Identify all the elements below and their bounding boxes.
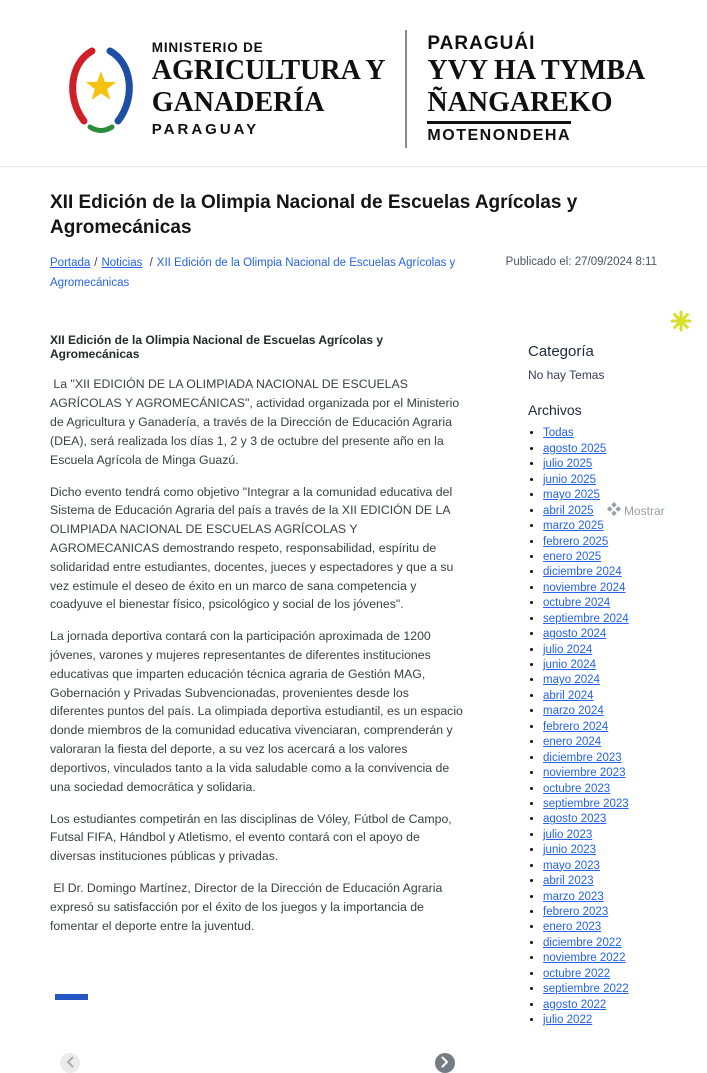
ministry-line-4: PARAGUAY [151,120,260,138]
archive-link[interactable]: diciembre 2024 [543,566,622,579]
ministry-wordmark [152,40,386,138]
archive-item [543,830,657,842]
archive-link[interactable]: julio 2025 [543,458,593,471]
archive-link[interactable]: abril 2025 [543,504,594,517]
archive-link[interactable]: marzo 2023 [543,890,604,903]
archive-item [543,876,657,888]
archive-link[interactable]: noviembre 2023 [543,767,626,780]
archive-item [543,984,657,996]
archive-item [543,799,657,811]
archive-link[interactable]: julio 2024 [543,643,593,656]
floating-widget-button[interactable] [669,310,693,334]
ministry-logo-link[interactable] [62,40,386,138]
article-paragraph: Los estudiantes competirán en las disciplinas de Vóley, Fútbol de Campo, Futsal FIFA, Hándbol y Atletismo, el evento contará con el apoyo de diversas instituciones públicas y privadas. [50,811,456,864]
carousel-next-button[interactable] [435,1053,455,1073]
archive-item [543,428,657,440]
archive-item [543,1015,657,1027]
archive-item [543,475,657,487]
category-title: Categoría [528,343,594,361]
archive-item [543,660,657,672]
archive-link[interactable]: julio 2022 [543,1014,593,1027]
archive-link[interactable]: febrero 2024 [543,720,609,733]
archive-item [543,583,657,595]
archive-item [543,552,657,564]
page-title: XII Edición de la Olimpia Nacional de Escuelas Agrícolas y Agromecánicas [50,192,578,238]
guarani-line-4: MOTENONDEHA [427,121,571,145]
archive-link[interactable]: junio 2025 [543,473,597,486]
guarani-line-1: PARAGUÁI [427,33,536,55]
archive-item [543,969,657,981]
archive-link[interactable]: enero 2023 [543,921,602,934]
archive-item [543,722,657,734]
archive-item [543,521,657,533]
archive-link[interactable]: octubre 2022 [543,967,611,980]
ministry-line-1: MINISTERIO DE [151,40,264,56]
ministry-line-2: AGRICULTURA Y [151,55,386,87]
partial-bottom-element [55,994,88,1000]
archive-item [543,907,657,919]
paraguay-coat-of-arms-icon [62,43,140,135]
article-paragraph: La "XII EDICIÓN DE LA OLIMPIADA NACIONAL DE ESCUELAS AGRÍCOLAS Y AGROMECÁNICAS", actividad organizada por el Ministerio de Agricultura y Ganadería, a través de la Dirección de Educación Agraria (DEA), será realizada los días 1, 2 y 3 de octubre del presente año en la Escuela Agrícola de Minga Guazú. [50,377,463,467]
carousel-nav [50,1053,465,1073]
archive-item [543,645,657,657]
archive-link[interactable]: agosto 2025 [543,442,607,455]
archive-link[interactable]: agosto 2023 [543,813,607,826]
article-body [50,375,465,935]
chevron-right-icon [441,1056,449,1071]
archive-item [543,614,657,626]
archive-item [543,861,657,873]
content-row [50,333,657,1073]
published-date: Publicado el: 27/09/2024 8:11 [505,256,657,269]
archive-link[interactable]: junio 2024 [543,659,597,672]
breadcrumb-separator: / [149,257,153,270]
breadcrumb-separator: / [94,257,98,270]
archive-item [543,938,657,950]
breadcrumb-link-portada[interactable]: Portada [50,257,91,270]
archive-link[interactable]: septiembre 2024 [543,612,629,625]
archive-link[interactable]: junio 2023 [543,844,597,857]
archives-title: Archivos [528,402,582,419]
archive-item [543,459,657,471]
mostrar-tooltip [606,502,669,520]
archive-item [543,567,657,579]
archive-link[interactable]: noviembre 2024 [543,581,626,594]
archive-link[interactable]: julio 2023 [543,828,593,841]
archive-link[interactable]: Todas [543,427,574,440]
archive-item [543,784,657,796]
archive-item [543,768,657,780]
archive-link[interactable]: septiembre 2023 [543,797,629,810]
logo-divider [405,30,407,148]
guarani-line-2: YVY HA TYMBA [427,55,646,87]
archive-link[interactable]: diciembre 2022 [543,936,622,949]
archive-item [543,814,657,826]
archive-item [543,845,657,857]
sidebar [528,333,657,1073]
article-paragraph: Dicho evento tendrá como objetivo "Integrar a la comunidad educativa del Sistema de Educación Agraria del país a través de la XII EDICIÓN DE LA OLIMPIADA NACIONAL DE ESCUELAS AGRÍCOLAS Y AGROMECANICAS demostrando respeto, responsabilidad, espíritu de solidaridad entre estudiantes, docentes, jueces y espectadores y que a su vez estimule el deseo de éxito en un marco de sana competencia y coadyuve el bienestar físico, psicológico y social de los jóvenes". [50,484,457,612]
archive-link[interactable]: febrero 2023 [543,906,609,919]
article [50,333,465,1073]
archive-link[interactable]: abril 2023 [543,875,594,888]
main-content [0,191,707,1073]
mostrar-icon [608,503,620,518]
mostrar-label: Mostrar [624,503,665,518]
archive-item [543,675,657,687]
category-empty-text: No hay Temas [528,368,605,383]
archive-item [543,691,657,703]
archive-link[interactable]: enero 2024 [543,736,602,749]
archive-item [543,444,657,456]
breadcrumb-link-noticias[interactable]: Noticias [101,257,143,270]
archive-link[interactable]: septiembre 2022 [543,983,629,996]
meta-row [50,254,657,293]
guarani-line-3: ÑANGAREKO [427,86,613,118]
archive-link[interactable]: enero 2025 [543,550,602,563]
article-paragraph: La jornada deportiva contará con la participación aproximada de 1200 jóvenes, varones y mujeres representantes de diferentes instituciones educativas que imparten educación técnica agraria de Gestión MAG, Gobernación y Privadas Subvencionadas, provenientes desde los diferentes puntos del país. La olimpiada deportiva estudiantil, es un espacio donde miembros de la comunidad educativa vivenciaran, comprenderán y valoraran la fiesta del deporte, a su vez los acercará a los valores deportivos, vinculados tanto a la vida saludable como a la convivencia de una sociedad democrática y solidaria. [50,629,467,794]
archive-item [543,598,657,610]
archive-item [543,892,657,904]
ministry-line-3: GANADERÍA [151,86,325,118]
archive-item [543,753,657,765]
guarani-wordmark [427,33,645,145]
archive-item [543,629,657,641]
archive-item [543,922,657,934]
archive-link[interactable]: mayo 2024 [543,674,600,687]
archive-link[interactable]: octubre 2024 [543,597,611,610]
asterisk-icon [670,320,692,335]
archive-link[interactable]: mayo 2025 [543,489,600,502]
archive-link[interactable]: mayo 2023 [543,859,600,872]
archive-link[interactable]: marzo 2025 [543,520,604,533]
breadcrumb [50,254,490,293]
archive-link[interactable]: abril 2024 [543,689,594,702]
article-heading: XII Edición de la Olimpia Nacional de Escuelas Agrícolas y Agromecánicas [50,333,384,362]
chevron-left-icon [66,1056,74,1071]
archive-item [543,490,657,502]
archive-item [543,537,657,549]
logo-row [0,30,707,148]
archive-link[interactable]: noviembre 2022 [543,952,626,965]
archive-item [543,706,657,718]
archive-link[interactable]: diciembre 2023 [543,751,622,764]
archive-link[interactable]: agosto 2024 [543,628,607,641]
archive-link[interactable]: marzo 2024 [543,705,604,718]
archive-item [543,953,657,965]
site-header [0,0,707,167]
archive-link[interactable]: agosto 2022 [543,998,607,1011]
archive-item [543,737,657,749]
breadcrumb-current: / XII Edición de la Olimpia Nacional de Escuelas Agrícolas y Agromecánicas [50,257,456,289]
archive-link[interactable]: octubre 2023 [543,782,611,795]
article-paragraph: El Dr. Domingo Martínez, Director de la Dirección de Educación Agraria expresó su satisfacción por el éxito de los juegos y la importancia de fomentar el deporte entre la juventud. [50,880,446,933]
carousel-prev-button[interactable] [60,1053,80,1073]
archive-link[interactable]: febrero 2025 [543,535,609,548]
archive-item [543,1000,657,1012]
